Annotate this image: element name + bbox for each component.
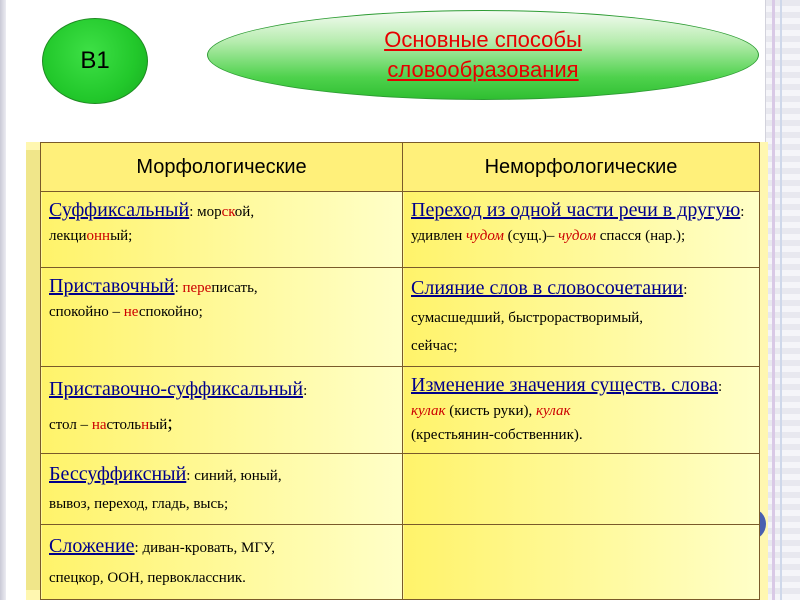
term-fusion: Слияние слов в словосочетании [411, 277, 684, 299]
slide-title [207, 10, 759, 100]
cell-prefixal: Приставочный: переписать, спокойно – неспокойно; [41, 268, 403, 367]
word-formation-table [40, 142, 760, 600]
table-row [41, 268, 760, 367]
term-meaning-change: Изменение значения существ. слова [411, 374, 719, 396]
cell-prefix-suffix: Приставочно-суффиксальный: стол – настольный; [41, 367, 403, 454]
cell-conversion: Переход из одной части речи в другую: удивлен чудом (сущ.)– чудом спасся (нар.); [403, 192, 760, 268]
term-suffixal: Суффиксальный [49, 199, 190, 221]
slide-title-line-2: словообразования [387, 57, 579, 82]
slide-right-border [765, 0, 800, 600]
cell-non-suffixal: Бессуффиксный: синий, юный, вывоз, переход, гладь, высь; [41, 454, 403, 525]
table-shadow [26, 150, 40, 590]
term-prefixal: Приставочный [49, 275, 175, 297]
cell-empty [403, 525, 760, 600]
cell-suffixal: Суффиксальный: морской, лекционный; [41, 192, 403, 268]
header-morphological: Морфологические [41, 143, 403, 192]
table-row [41, 454, 760, 525]
table-header-row [41, 143, 760, 192]
table-row [41, 192, 760, 268]
table-row [41, 367, 760, 454]
term-non-suffixal: Бессуффиксный [49, 463, 187, 485]
term-compounding: Сложение [49, 535, 135, 557]
slide-title-line-1: Основные способы [384, 27, 582, 52]
header-non-morphological: Неморфологические [403, 143, 760, 192]
cell-meaning-change: Изменение значения существ. слова: кулак (кисть руки), кулак (крестьянин-собственник). [403, 367, 760, 454]
cell-empty [403, 454, 760, 525]
table-row [41, 525, 760, 600]
term-conversion: Переход из одной части речи в другую [411, 199, 741, 221]
cell-fusion: Слияние слов в словосочетании: сумасшедший, быстрорастворимый, сейчас; [403, 268, 760, 367]
term-prefix-suffix: Приставочно-суффиксальный [49, 378, 304, 400]
task-badge: В1 [42, 18, 148, 104]
slide-left-border [0, 0, 6, 600]
cell-compounding: Сложение: диван-кровать, МГУ, спецкор, ООН, первоклассник. [41, 525, 403, 600]
